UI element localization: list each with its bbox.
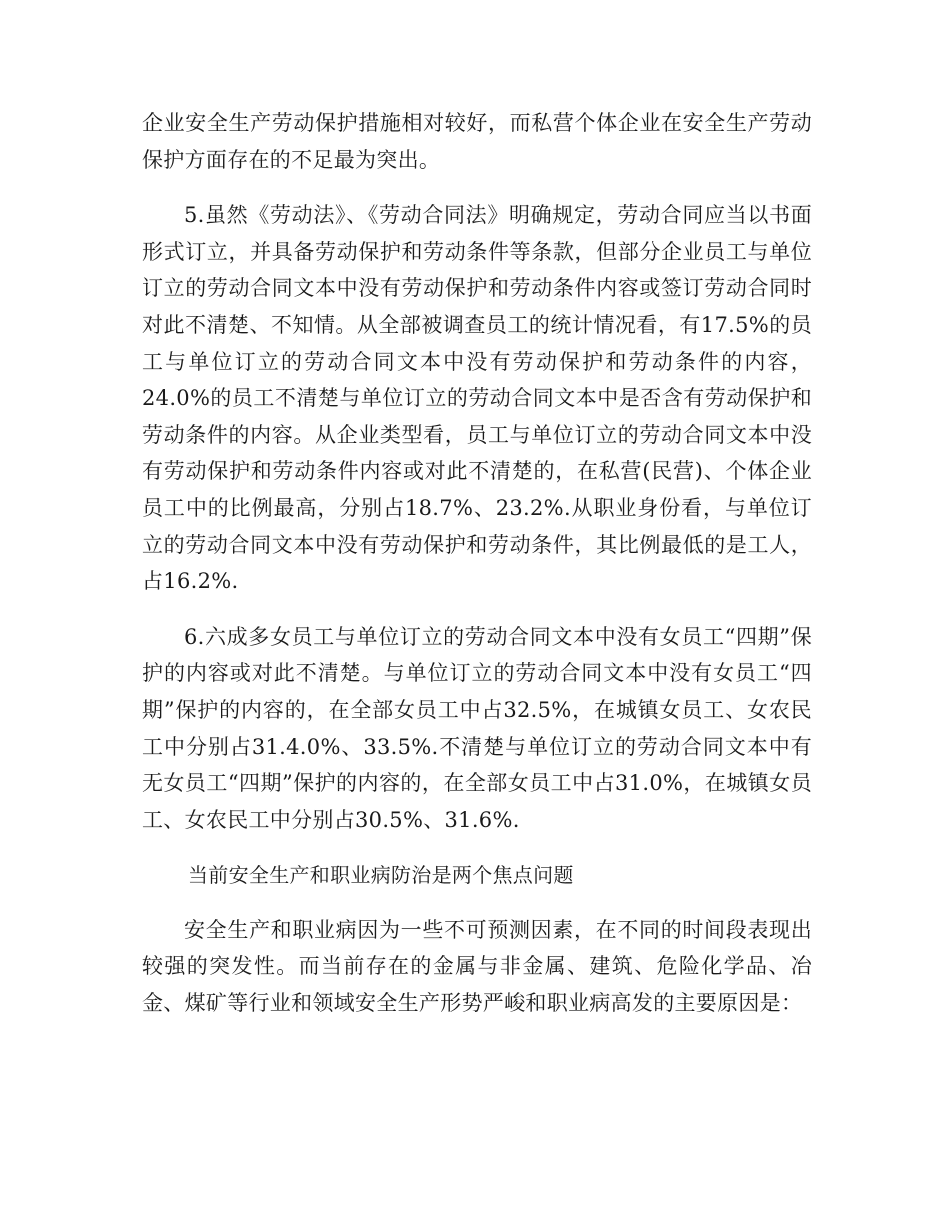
section-heading: 当前安全生产和职业病防治是两个焦点问题 [188,863,574,888]
paragraph-item-6: 6.六成多女员工与单位订立的劳动合同文本中没有女员工“四期”保护的内容或对此不清楚。与单位订立的劳动合同文本中没有女员工“四期”保护的内容的，在全部女员工中占32.5%，在城镇女员工、女农民工中分别占31.4.0%、33.5%.不清楚与单位订立的劳动合同文本中有无女员工“四期”保护的内容的，在全部女员工中占31.0%，在城镇女员工、女农民工中分别占30.5%、31.6%. [142,624,812,832]
document-body [142,105,812,1041]
paragraph-continuation: 企业安全生产劳动保护措施相对较好，而私营个体企业在安全生产劳动保护方面存在的不足最为突出。 [142,111,812,172]
paragraph-item-5: 5.虽然《劳动法》、《劳动合同法》明确规定，劳动合同应当以书面形式订立，并具备劳动保护和劳动条件等条款，但部分企业员工与单位订立的劳动合同文本中没有劳动保护和劳动条件内容或签订劳动合同时对此不清楚、不知情。从全部被调查员工的统计情况看，有17.5%的员工与单位订立的劳动合同文本中没有劳动保护和劳动条件的内容，24.0%的员工不清楚与单位订立的劳动合同文本中是否含有劳动保护和劳动条件的内容。从企业类型看，员工与单位订立的劳动合同文本中没有劳动保护和劳动条件内容或对此不清楚的，在私营(民营)、个体企业员工中的比例最高，分别占18.7%、23.2%.从职业身份看，与单位订立的劳动合同文本中没有劳动保护和劳动条件，其比例最低的是工人，占16.2%. [142,203,812,594]
paragraph-causes: 安全生产和职业病因为一些不可预测因素，在不同的时间段表现出较强的突发性。而当前存在的金属与非金属、建筑、危险化学品、冶金、煤矿等行业和领域安全生产形势严峻和职业病高发的主要原因是： [142,917,812,1016]
